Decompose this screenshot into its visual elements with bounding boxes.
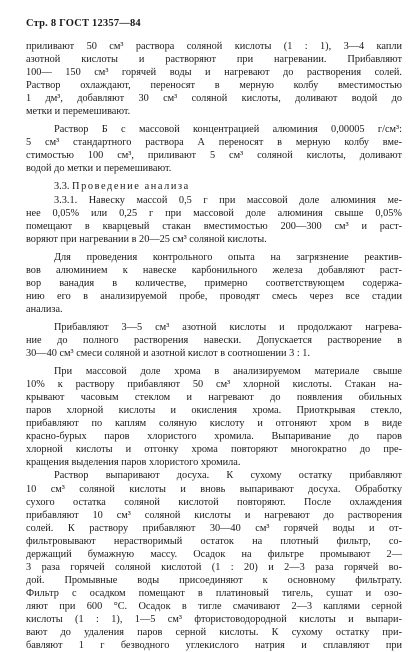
paragraph bbox=[26, 123, 402, 175]
text-line: 10 см³ соляной кислоты и вновь выпаривают досуха. Обработку bbox=[26, 483, 402, 495]
text-line: держащий бумажную массу. Осадок на фильтре промывают 2— bbox=[26, 548, 402, 560]
text-line: вор ванадия в количестве, примерно соответствующем содержа- bbox=[26, 277, 402, 289]
text-line: солей. К раствору прибавляют 30—40 см³ горячей воды и от- bbox=[26, 522, 402, 534]
body-text bbox=[26, 40, 402, 652]
text-line: хлорной кислоты и отгонку хрома повторяют многократно до пре- bbox=[26, 444, 402, 456]
paragraph bbox=[26, 194, 402, 246]
paragraph bbox=[26, 321, 402, 360]
text-line: 10% к раствору прибавляют 50 см³ хлорной кислоты. Стакан на- bbox=[26, 379, 402, 391]
text-line: водой до метки и перемешивают. bbox=[26, 163, 172, 175]
text-line: дой. Промывные воды присоединяют к основному фильтрату. bbox=[26, 574, 402, 586]
text-line: 5 см³ стандартного раствора А переносят в мерную колбу вме- bbox=[26, 137, 402, 149]
text-line: азотной кислоты и растворяют при нагревании. Прибавляют bbox=[26, 54, 402, 66]
text-line: приливают 50 см³ раствора соляной кислоты (1 : 1), 3—4 капли bbox=[26, 41, 402, 52]
text-line: 100— 150 см³ горячей воды и нагревают до растворения солей. bbox=[26, 67, 402, 79]
text-line: кращения выделения паров хлористого хромила. bbox=[26, 457, 241, 469]
text-line: крывают часовым стеклом и нагревают до появления обильных bbox=[26, 392, 402, 404]
text-line: анализа. bbox=[26, 303, 63, 315]
text-line: нию его в анализируемой пробе, проводят смесь через все стадии bbox=[26, 290, 402, 302]
text-line: Для проведения контрольного опыта на загрязнение реактив- bbox=[54, 251, 402, 263]
text-line: прибавляют 10 см³ соляной кислоты и нагревают до растворения bbox=[26, 509, 402, 521]
section-heading bbox=[26, 180, 402, 193]
text-line: ние до полного растворения навески. Допускается растворение в bbox=[26, 334, 402, 346]
text-line: Раствор охлаждают, переносят в мерную колбу вместимостью bbox=[26, 80, 402, 92]
text-line: Раствор выпаривают досуха. К сухому остатку прибавляют bbox=[54, 470, 402, 482]
text-line: паров хлорной кислоты и окисления хрома. Приоткрывая стекло, bbox=[26, 405, 402, 417]
paragraph bbox=[26, 40, 402, 118]
section-title: Проведение анализа bbox=[72, 181, 190, 193]
text-line: Раствор Б с массовой концентрацией алюминия 0,00005 г/см³: bbox=[54, 124, 402, 136]
text-line: вают до удаления паров серной кислоты. К сухому остатку при- bbox=[26, 627, 402, 639]
text-line: Фильтр с осадком помещают в платиновый тигель, сушат и озо- bbox=[26, 587, 402, 599]
text-line: помещают в кварцевый стакан вместимостью 200—300 см³ и раст- bbox=[26, 220, 402, 232]
running-head: Стр. 8 ГОСТ 12357—84 bbox=[26, 18, 141, 29]
text-line: сухого остатка соляной кислотой повторяют. После охлаждения bbox=[26, 496, 402, 508]
text-line: ляют при 600 °С. Осадок в тигле смачивают 2—3 каплями серной bbox=[26, 600, 402, 612]
text-line: 1 дм³, добавляют 30 см³ соляной кислоты, доливают водой до bbox=[26, 93, 402, 105]
text-line: воряют при нагревании в 20—25 см³ соляной кислоты. bbox=[26, 233, 267, 245]
text-line: метки и перемешивают. bbox=[26, 106, 131, 118]
paragraph bbox=[26, 365, 402, 469]
text-line: 30—40 см³ смеси соляной и азотной кислот в соотношении 3 : 1. bbox=[26, 348, 311, 360]
paragraph bbox=[26, 469, 402, 652]
paragraph bbox=[26, 251, 402, 316]
text-line: 3.3.1. Навеску массой 0,5 г при массовой доле алюминия ме- bbox=[54, 194, 402, 206]
text-line: красно-бурых паров хлористого хромила. Выпаривание до паров bbox=[26, 431, 402, 443]
text-line: стимостью 100 см³, приливают 5 см³ соляной кислоты, доливают bbox=[26, 150, 402, 162]
text-line: вов алюминием к навеске карбонильного железа добавляют раст- bbox=[26, 264, 402, 276]
text-line: прибавляют по каплям соляную кислоту и отгоняют хром в виде bbox=[26, 418, 402, 430]
text-line: Прибавляют 3—5 см³ азотной кислоты и продолжают нагрева- bbox=[54, 321, 402, 333]
section-number: 3.3. bbox=[54, 181, 70, 193]
text-line: 3 раза горячей соляной кислотой (1 : 20) и 2—3 раза горячей во- bbox=[26, 561, 402, 573]
text-line: фильтровывают нерастворимый остаток на плотный фильтр, со- bbox=[26, 535, 402, 547]
text-line: бавляют 1 г безводного углекислого натрия и сплавляют при bbox=[26, 640, 402, 652]
text-line: нее 0,05% или 0,25 г при массовой доле алюминия свыше 0,05% bbox=[26, 207, 402, 219]
text-line: кислоты (1 : 1), 1—5 см³ фтористоводородной кислоты и выпари- bbox=[26, 613, 402, 625]
text-line: При массовой доле хрома в анализируемом материале свыше bbox=[54, 366, 402, 378]
